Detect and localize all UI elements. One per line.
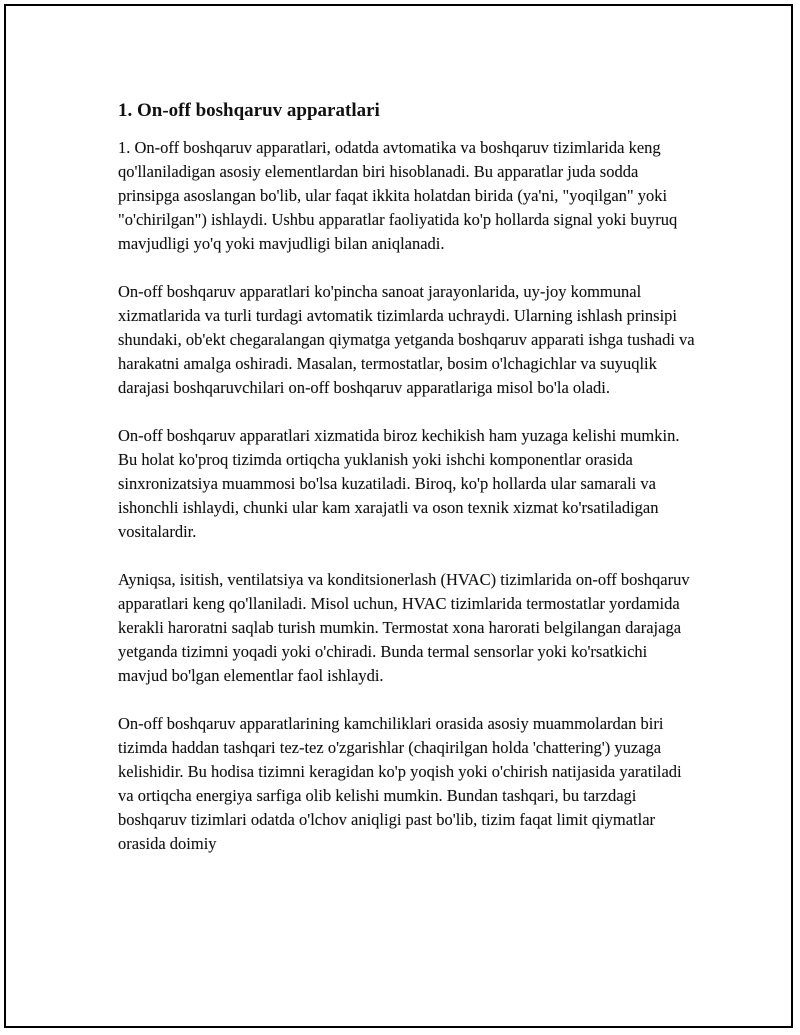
document-body <box>118 96 698 880</box>
paragraph-applications: On-off boshqaruv apparatlari ko'pincha sanoat jarayonlarida, uy-joy kommunal xizmatlarida va turli turdagi avtomatik tizimlarda uchraydi. Ularning ishlash prinsipi shundaki, ob'ekt chegaralangan qiymatga yetganda boshqaruv apparati ishga tushadi va harakatni amalga oshiradi. Masalan, termostatlar, bosim o'lchagichlar va suyuqlik darajasi boshqaruvchilari on-off boshqaruv apparatlariga misol bo'la oladi. <box>118 282 695 397</box>
section-heading: 1. On-off boshqaruv apparatlari <box>118 100 380 121</box>
paragraph-hvac: Ayniqsa, isitish, ventilatsiya va konditsionerlash (HVAC) tizimlarida on-off boshqaruv apparatlari keng qo'llaniladi. Misol uchun, HVAC tizimlarida termostatlar yordamida kerakli haroratni saqlab turish mumkin. Termostat xona harorati belgilangan darajaga yetganda tizimni yoqadi yoki o'chiradi. Bunda termal sensorlar yoki ko'rsatkichi mavjud bo'lgan elementlar faol ishlaydi. <box>118 570 690 685</box>
paragraph-intro: 1. On-off boshqaruv apparatlari, odatda avtomatika va boshqaruv tizimlarida keng qo'llaniladigan asosiy elementlardan biri hisoblanadi. Bu apparatlar juda sodda prinsipga asoslangan bo'lib, ular faqat ikkita holatdan birida (ya'ni, "yoqilgan" yoki "o'chirilgan") ishlaydi. Ushbu apparatlar faoliyatida ko'p hollarda signal yoki buyruq mavjudligi yo'q yoki mavjudligi bilan aniqlanadi. <box>118 138 678 253</box>
paragraph-delay: On-off boshqaruv apparatlari xizmatida biroz kechikish ham yuzaga kelishi mumkin. Bu holat ko'proq tizimda ortiqcha yuklanish yoki ishchi komponentlar orasida sinxronizatsiya muammosi bo'lsa kuzatiladi. Biroq, ko'p hollarda ular samarali va ishonchli ishlaydi, chunki ular kam xarajatli va oson texnik xizmat ko'rsatiladigan vositalardir. <box>118 426 680 541</box>
page-frame <box>4 4 793 1028</box>
paragraph-drawbacks: On-off boshqaruv apparatlarining kamchiliklari orasida asosiy muammolardan biri tizimda haddan tashqari tez-tez o'zgarishlar (chaqirilgan holda 'chattering') yuzaga kelishidir. Bu hodisa tizimni keragidan ko'p yoqish yoki o'chirish natijasida yaratiladi va ortiqcha energiya sarfiga olib kelishi mumkin. Bundan tashqari, bu tarzdagi boshqaruv tizimlari odatda o'lchov aniqligi past bo'lib, tizim faqat limit qiymatlar orasida doimiy <box>118 714 682 853</box>
